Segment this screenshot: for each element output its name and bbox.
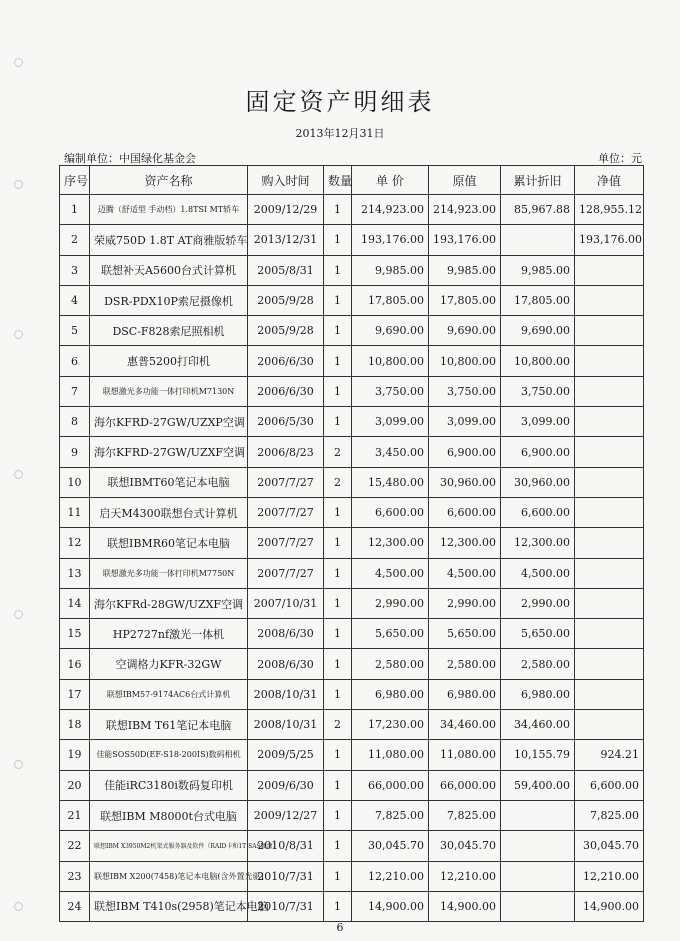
cell-index: 9 [60,437,90,467]
cell-index: 21 [60,800,90,830]
cell-net-value [575,649,644,679]
table-row [60,770,644,800]
cell-unit-price: 14,900.00 [352,891,429,921]
cell-quantity: 1 [324,831,352,861]
cell-quantity: 1 [324,346,352,376]
cell-net-value: 193,176.00 [575,225,644,255]
cell-index: 22 [60,831,90,861]
table-row [60,316,644,346]
cell-purchase-date: 2008/6/30 [248,649,324,679]
cell-accumulated-depreciation: 9,985.00 [501,255,575,285]
cell-quantity: 1 [324,649,352,679]
cell-asset-name: 联想IBMT60笔记本电脑 [90,467,248,497]
cell-asset-name: 海尔KFRd-28GW/UZXF空调 [90,588,248,618]
cell-net-value [575,255,644,285]
cell-accumulated-depreciation: 10,155.79 [501,740,575,770]
cell-unit-price: 2,990.00 [352,588,429,618]
table-row [60,285,644,315]
cell-net-value [575,497,644,527]
cell-accumulated-depreciation [501,800,575,830]
cell-quantity: 1 [324,316,352,346]
cell-net-value: 30,045.70 [575,831,644,861]
cell-net-value: 12,210.00 [575,861,644,891]
cell-quantity: 1 [324,679,352,709]
cell-purchase-date: 2005/9/28 [248,316,324,346]
table-row [60,437,644,467]
cell-original-value: 214,923.00 [429,195,501,225]
cell-asset-name: 联想IBM T61笔记本电脑 [90,710,248,740]
cell-index: 13 [60,558,90,588]
cell-asset-name: 联想IBM57-9174AC6台式计算机 [90,679,248,709]
table-row [60,740,644,770]
cell-original-value: 2,990.00 [429,588,501,618]
cell-unit-price: 12,210.00 [352,861,429,891]
cell-original-value: 193,176.00 [429,225,501,255]
cell-accumulated-depreciation: 10,800.00 [501,346,575,376]
cell-accumulated-depreciation: 85,967.88 [501,195,575,225]
cell-accumulated-depreciation: 3,750.00 [501,376,575,406]
cell-net-value [575,588,644,618]
cell-unit-price: 5,650.00 [352,619,429,649]
cell-asset-name: 迈腾（舒适型 手动档）1.8TSI MT轿车 [90,195,248,225]
cell-original-value: 6,980.00 [429,679,501,709]
table-row [60,467,644,497]
cell-unit-price: 4,500.00 [352,558,429,588]
cell-unit-price: 3,450.00 [352,437,429,467]
cell-accumulated-depreciation: 17,805.00 [501,285,575,315]
cell-net-value [575,467,644,497]
cell-original-value: 30,045.70 [429,831,501,861]
table-row [60,679,644,709]
cell-accumulated-depreciation [501,861,575,891]
table-header-row [60,166,644,195]
column-header-net-value: 净值 [575,166,644,195]
cell-purchase-date: 2006/6/30 [248,346,324,376]
cell-index: 14 [60,588,90,618]
cell-original-value: 7,825.00 [429,800,501,830]
cell-original-value: 14,900.00 [429,891,501,921]
cell-purchase-date: 2008/10/31 [248,710,324,740]
cell-index: 17 [60,679,90,709]
cell-quantity: 1 [324,588,352,618]
cell-asset-name: DSC-F828索尼照相机 [90,316,248,346]
cell-purchase-date: 2010/8/31 [248,831,324,861]
column-header-asset-name: 资产名称 [90,166,248,195]
cell-asset-name: 联想IBM X200(7458)笔记本电脑(含外置光驱) [90,861,248,891]
cell-unit-price: 11,080.00 [352,740,429,770]
binder-hole [14,470,23,479]
cell-original-value: 6,900.00 [429,437,501,467]
cell-index: 19 [60,740,90,770]
report-date: 2013年12月31日 [295,127,385,140]
cell-original-value: 10,800.00 [429,346,501,376]
page-number: 6 [336,921,344,934]
cell-accumulated-depreciation: 4,500.00 [501,558,575,588]
cell-quantity: 1 [324,376,352,406]
cell-accumulated-depreciation [501,891,575,921]
cell-index: 24 [60,891,90,921]
cell-quantity: 2 [324,437,352,467]
binder-hole [14,610,23,619]
cell-quantity: 1 [324,407,352,437]
cell-index: 18 [60,710,90,740]
currency-unit: 单位：元 [598,152,642,165]
compiling-unit: 编制单位：中国绿化基金会 [64,152,196,165]
cell-original-value: 3,099.00 [429,407,501,437]
page-title: 固定资产明细表 [245,88,435,116]
cell-index: 6 [60,346,90,376]
cell-quantity: 1 [324,225,352,255]
cell-original-value: 12,210.00 [429,861,501,891]
cell-accumulated-depreciation: 6,900.00 [501,437,575,467]
cell-asset-name: 联想IBM T410s(2958)笔记本电脑 [90,891,248,921]
cell-net-value [575,679,644,709]
cell-original-value: 3,750.00 [429,376,501,406]
cell-net-value: 128,955.12 [575,195,644,225]
cell-original-value: 66,000.00 [429,770,501,800]
cell-net-value [575,558,644,588]
cell-purchase-date: 2009/5/25 [248,740,324,770]
cell-unit-price: 30,045.70 [352,831,429,861]
table-row [60,710,644,740]
cell-purchase-date: 2010/7/31 [248,891,324,921]
cell-quantity: 1 [324,255,352,285]
column-header-index: 序号 [60,166,90,195]
cell-index: 15 [60,619,90,649]
cell-unit-price: 3,750.00 [352,376,429,406]
cell-asset-name: 海尔KFRD-27GW/UZXP空调 [90,407,248,437]
table-body [60,195,644,922]
cell-index: 5 [60,316,90,346]
cell-purchase-date: 2006/6/30 [248,376,324,406]
table-row [60,891,644,921]
cell-unit-price: 9,690.00 [352,316,429,346]
cell-quantity: 1 [324,740,352,770]
table-row [60,407,644,437]
cell-asset-name: 联想IBM M8000t台式电脑 [90,800,248,830]
table-row [60,649,644,679]
table-row [60,225,644,255]
cell-asset-name: DSR-PDX10P索尼摄像机 [90,285,248,315]
cell-asset-name: 惠普5200打印机 [90,346,248,376]
table-row [60,861,644,891]
cell-purchase-date: 2009/6/30 [248,770,324,800]
cell-accumulated-depreciation: 2,580.00 [501,649,575,679]
cell-unit-price: 17,805.00 [352,285,429,315]
table-row [60,528,644,558]
cell-purchase-date: 2007/7/27 [248,528,324,558]
cell-unit-price: 193,176.00 [352,225,429,255]
cell-quantity: 1 [324,497,352,527]
cell-original-value: 30,960.00 [429,467,501,497]
cell-net-value: 924.21 [575,740,644,770]
cell-purchase-date: 2010/7/31 [248,861,324,891]
cell-original-value: 4,500.00 [429,558,501,588]
cell-unit-price: 17,230.00 [352,710,429,740]
cell-purchase-date: 2007/7/27 [248,497,324,527]
cell-asset-name: 联想激光多功能一体打印机M7130N [90,376,248,406]
cell-purchase-date: 2009/12/29 [248,195,324,225]
cell-purchase-date: 2006/5/30 [248,407,324,437]
binder-hole [14,902,23,911]
cell-asset-name: 佳能SOS50D(EF-S18-200IS)数码相机 [90,740,248,770]
cell-quantity: 1 [324,195,352,225]
cell-original-value: 6,600.00 [429,497,501,527]
column-header-unit-price: 单 价 [352,166,429,195]
cell-original-value: 17,805.00 [429,285,501,315]
cell-original-value: 5,650.00 [429,619,501,649]
cell-quantity: 2 [324,710,352,740]
cell-quantity: 1 [324,770,352,800]
binder-hole [14,760,23,769]
asset-table [59,165,644,922]
cell-net-value [575,346,644,376]
cell-accumulated-depreciation: 6,600.00 [501,497,575,527]
column-header-quantity: 数量 [324,166,352,195]
cell-quantity: 1 [324,891,352,921]
cell-net-value: 7,825.00 [575,800,644,830]
table-row [60,255,644,285]
cell-original-value: 9,690.00 [429,316,501,346]
cell-original-value: 2,580.00 [429,649,501,679]
cell-purchase-date: 2009/12/27 [248,800,324,830]
table-row [60,195,644,225]
cell-unit-price: 3,099.00 [352,407,429,437]
cell-unit-price: 10,800.00 [352,346,429,376]
cell-index: 12 [60,528,90,558]
cell-asset-name: 海尔KFRD-27GW/UZXF空调 [90,437,248,467]
cell-quantity: 1 [324,800,352,830]
column-header-purchase-date: 购入时间 [248,166,324,195]
cell-purchase-date: 2007/7/27 [248,467,324,497]
cell-quantity: 1 [324,528,352,558]
cell-unit-price: 2,580.00 [352,649,429,679]
cell-index: 4 [60,285,90,315]
cell-purchase-date: 2005/8/31 [248,255,324,285]
cell-accumulated-depreciation: 12,300.00 [501,528,575,558]
cell-net-value [575,710,644,740]
cell-unit-price: 12,300.00 [352,528,429,558]
cell-asset-name: 联想激光多功能一体打印机M7750N [90,558,248,588]
cell-quantity: 1 [324,558,352,588]
column-header-accumulated-depreciation: 累计折旧 [501,166,575,195]
cell-unit-price: 214,923.00 [352,195,429,225]
cell-purchase-date: 2008/10/31 [248,679,324,709]
cell-asset-name: 空调格力KFR-32GW [90,649,248,679]
cell-index: 10 [60,467,90,497]
cell-index: 11 [60,497,90,527]
cell-asset-name: 佳能iRC3180i数码复印机 [90,770,248,800]
cell-index: 2 [60,225,90,255]
cell-unit-price: 66,000.00 [352,770,429,800]
cell-accumulated-depreciation: 59,400.00 [501,770,575,800]
table-row [60,558,644,588]
cell-accumulated-depreciation [501,831,575,861]
cell-quantity: 1 [324,861,352,891]
cell-accumulated-depreciation: 3,099.00 [501,407,575,437]
column-header-original-value: 原值 [429,166,501,195]
cell-net-value [575,376,644,406]
cell-quantity: 1 [324,619,352,649]
table-row [60,588,644,618]
cell-accumulated-depreciation: 5,650.00 [501,619,575,649]
binder-hole [14,58,23,67]
cell-index: 16 [60,649,90,679]
cell-accumulated-depreciation: 6,980.00 [501,679,575,709]
cell-unit-price: 7,825.00 [352,800,429,830]
cell-unit-price: 6,600.00 [352,497,429,527]
cell-asset-name: 联想补天A5600台式计算机 [90,255,248,285]
cell-asset-name: 荣威750D 1.8T AT商雅版轿车 [90,225,248,255]
table-row [60,619,644,649]
cell-net-value: 14,900.00 [575,891,644,921]
cell-index: 7 [60,376,90,406]
cell-accumulated-depreciation [501,225,575,255]
cell-original-value: 34,460.00 [429,710,501,740]
cell-purchase-date: 2008/6/30 [248,619,324,649]
cell-original-value: 11,080.00 [429,740,501,770]
cell-net-value [575,437,644,467]
cell-purchase-date: 2005/9/28 [248,285,324,315]
cell-purchase-date: 2007/7/27 [248,558,324,588]
cell-net-value [575,316,644,346]
cell-accumulated-depreciation: 30,960.00 [501,467,575,497]
cell-accumulated-depreciation: 9,690.00 [501,316,575,346]
cell-unit-price: 9,985.00 [352,255,429,285]
cell-net-value [575,528,644,558]
cell-original-value: 9,985.00 [429,255,501,285]
cell-unit-price: 6,980.00 [352,679,429,709]
binder-hole [14,330,23,339]
cell-asset-name: HP2727nf激光一体机 [90,619,248,649]
cell-index: 8 [60,407,90,437]
cell-index: 23 [60,861,90,891]
cell-purchase-date: 2007/10/31 [248,588,324,618]
cell-quantity: 1 [324,285,352,315]
cell-quantity: 2 [324,467,352,497]
cell-purchase-date: 2006/8/23 [248,437,324,467]
cell-net-value [575,619,644,649]
cell-unit-price: 15,480.00 [352,467,429,497]
cell-accumulated-depreciation: 34,460.00 [501,710,575,740]
cell-net-value: 6,600.00 [575,770,644,800]
table-row [60,376,644,406]
cell-index: 3 [60,255,90,285]
cell-net-value [575,285,644,315]
cell-accumulated-depreciation: 2,990.00 [501,588,575,618]
cell-asset-name: 联想IBM X3950M2机架式服务器及软件（RAID卡和1T SAS硬盘） [90,831,248,861]
cell-index: 20 [60,770,90,800]
table-row [60,831,644,861]
cell-purchase-date: 2013/12/31 [248,225,324,255]
cell-asset-name: 联想IBMR60笔记本电脑 [90,528,248,558]
cell-original-value: 12,300.00 [429,528,501,558]
table-row [60,800,644,830]
cell-net-value [575,407,644,437]
cell-asset-name: 启天M4300联想台式计算机 [90,497,248,527]
binder-hole [14,180,23,189]
table-row [60,346,644,376]
table-row [60,497,644,527]
cell-index: 1 [60,195,90,225]
